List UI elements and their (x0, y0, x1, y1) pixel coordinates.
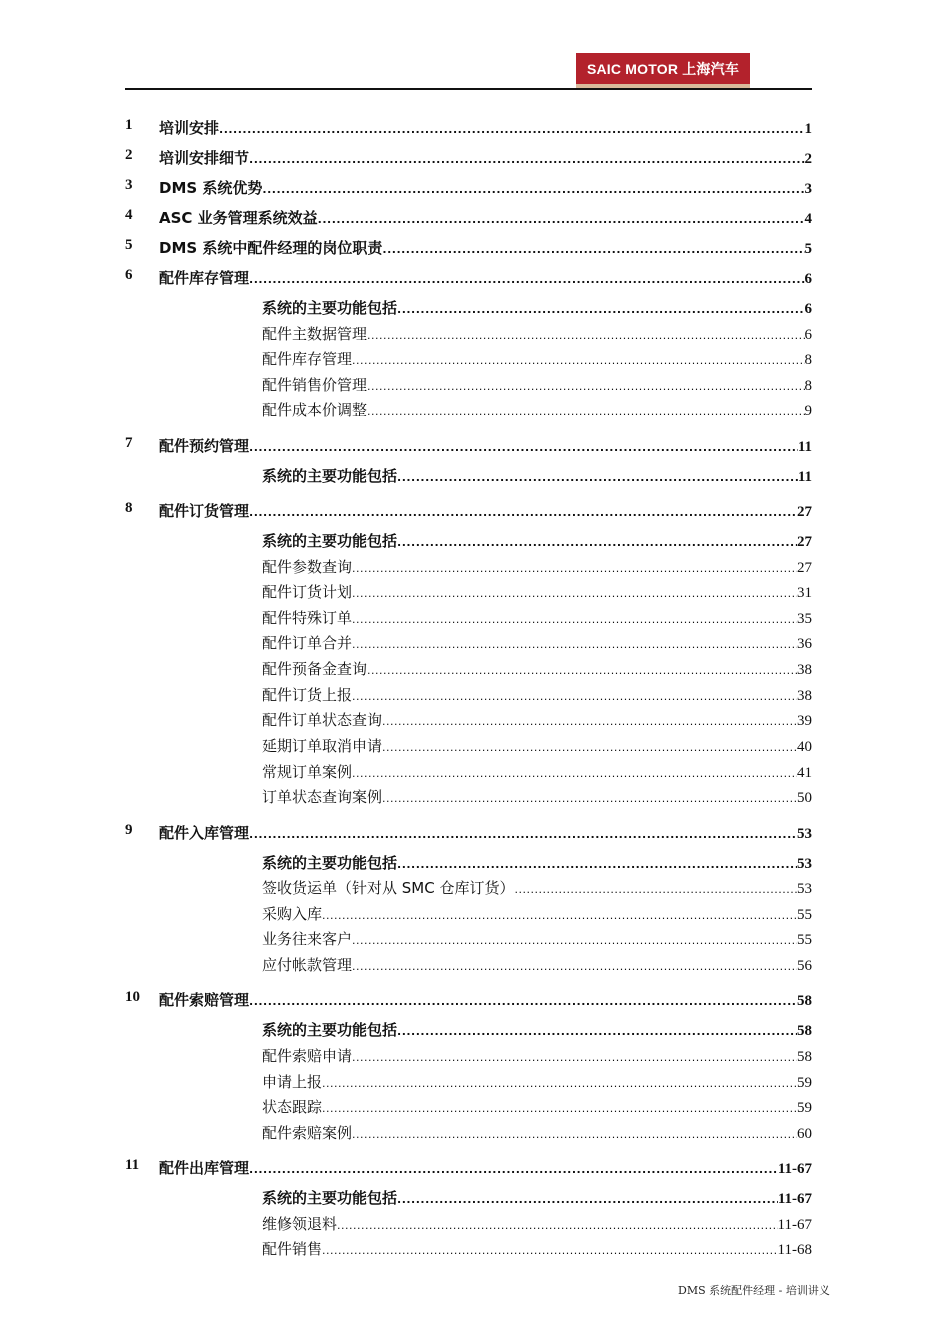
dot-leader (352, 587, 797, 600)
toc-page-number: 56 (797, 958, 812, 974)
toc-page-number: 38 (797, 688, 812, 704)
toc-title: 配件索赔申请 (262, 1047, 353, 1065)
toc-title: 配件库存管理 (159, 269, 250, 287)
dot-leader (397, 1025, 797, 1038)
dot-leader (367, 329, 804, 342)
toc-section-row[interactable] (0, 1019, 950, 1041)
toc-title: 配件销售 (262, 1240, 323, 1258)
dot-leader (382, 715, 797, 728)
toc-page-number: 60 (797, 1126, 812, 1142)
toc-title: 配件成本价调整 (262, 401, 368, 419)
dot-leader (367, 664, 797, 677)
toc-chapter-row[interactable] (0, 435, 950, 457)
toc-section-row[interactable] (0, 761, 950, 783)
toc-chapter-row[interactable] (0, 237, 950, 259)
toc-page-number: 11-67 (777, 1191, 812, 1207)
toc-title: 培训安排 (159, 119, 220, 137)
toc-entry[interactable] (262, 1045, 812, 1066)
toc-page-number: 27 (797, 534, 812, 550)
toc-section-row[interactable] (0, 852, 950, 874)
toc-entry[interactable] (262, 323, 812, 344)
toc-section-row[interactable] (0, 632, 950, 654)
toc-entry[interactable] (262, 928, 812, 949)
toc-number: 11 (125, 1157, 140, 1173)
dot-leader (322, 1077, 797, 1090)
toc-number: 6 (125, 267, 133, 283)
toc-entry[interactable] (262, 709, 812, 730)
toc-number: 10 (125, 989, 140, 1005)
toc-entry[interactable] (262, 1019, 812, 1040)
toc-title: 订单状态查询案例 (262, 788, 383, 806)
toc-section-row[interactable] (0, 1187, 950, 1209)
toc-entry[interactable] (262, 1071, 812, 1092)
dot-leader (262, 183, 804, 196)
toc-page-number: 58 (797, 993, 812, 1009)
toc-chapter-row[interactable] (0, 147, 950, 169)
toc-title: 常规订单案例 (262, 763, 353, 781)
dot-leader (397, 536, 797, 549)
toc-title: 应付帐款管理 (262, 956, 353, 974)
toc-page-number: 6 (804, 301, 812, 317)
toc-section-row[interactable] (0, 1071, 950, 1093)
toc-page-number: 1 (804, 121, 812, 137)
toc-title: 业务往来客户 (262, 930, 353, 948)
toc-section-row[interactable] (0, 658, 950, 680)
toc-entry[interactable] (262, 297, 812, 318)
toc-page-number: 11 (797, 439, 812, 455)
toc-title: 签收货运单（针对从 SMC 仓库订货） (262, 879, 515, 897)
toc-title: 采购入库 (262, 905, 323, 923)
dot-leader (397, 1193, 778, 1206)
toc-title: 配件订货管理 (159, 502, 250, 520)
toc-chapter-row[interactable] (0, 117, 950, 139)
dot-leader (352, 690, 797, 703)
toc-entry[interactable] (262, 735, 812, 756)
toc-page-number: 11 (797, 469, 812, 485)
toc-title: 配件主数据管理 (262, 325, 368, 343)
toc-page-number: 5 (804, 241, 812, 257)
dot-leader (352, 934, 797, 947)
toc-number: 9 (125, 822, 133, 838)
toc-page-number: 58 (797, 1049, 812, 1065)
toc-page-number: 11-67 (777, 1161, 812, 1177)
toc-page-number: 59 (797, 1100, 812, 1116)
dot-leader (352, 613, 797, 626)
toc-entry[interactable] (262, 684, 812, 705)
toc-page-number: 36 (797, 636, 812, 652)
toc-chapter-row[interactable] (0, 822, 950, 844)
toc-number: 2 (125, 147, 133, 163)
dot-leader (382, 243, 804, 256)
dot-leader (249, 828, 797, 841)
toc-page-number: 55 (797, 907, 812, 923)
toc-entry[interactable] (159, 267, 812, 288)
dot-leader (352, 562, 797, 575)
dot-leader (352, 1051, 797, 1064)
toc-entry[interactable] (262, 761, 812, 782)
toc-title: 配件预约管理 (159, 437, 250, 455)
dot-leader (397, 471, 798, 484)
toc-title: 配件库存管理 (262, 350, 353, 368)
dot-leader (249, 273, 804, 286)
dot-leader (249, 441, 798, 454)
toc-entry[interactable] (159, 1157, 812, 1178)
toc-entry[interactable] (159, 989, 812, 1010)
dot-leader (352, 1128, 797, 1141)
toc-page-number: 11-67 (777, 1217, 812, 1233)
logo-text: SAIC MOTOR 上海汽车 (586, 60, 740, 77)
toc-title: 配件预备金查询 (262, 660, 368, 678)
toc-section-row[interactable] (0, 1045, 950, 1067)
toc-title: 系统的主要功能包括 (262, 467, 398, 485)
toc-entry[interactable] (262, 607, 812, 628)
dot-leader (249, 153, 804, 166)
toc-section-row[interactable] (0, 297, 950, 319)
toc-entry[interactable] (262, 1122, 812, 1143)
dot-leader (514, 883, 797, 896)
toc-title: 系统的主要功能包括 (262, 854, 398, 872)
dot-leader (397, 303, 804, 316)
toc-section-row[interactable] (0, 581, 950, 603)
toc-entry[interactable] (262, 852, 812, 873)
toc-section-row[interactable] (0, 786, 950, 808)
dot-leader (322, 909, 797, 922)
toc-page-number: 53 (797, 826, 812, 842)
toc-entry[interactable] (159, 237, 812, 258)
toc-page-number: 8 (804, 352, 812, 368)
toc-page-number: 58 (797, 1023, 812, 1039)
toc-section-row[interactable] (0, 348, 950, 370)
toc-entry[interactable] (262, 348, 812, 369)
toc-section-row[interactable] (0, 1238, 950, 1260)
dot-leader (367, 380, 804, 393)
toc-section-row[interactable] (0, 877, 950, 899)
toc-title: 系统的主要功能包括 (262, 1189, 398, 1207)
toc-section-row[interactable] (0, 323, 950, 345)
toc-entry[interactable] (262, 530, 812, 551)
dot-leader (352, 638, 797, 651)
toc-page-number: 3 (804, 181, 812, 197)
toc-section-row[interactable] (0, 607, 950, 629)
page-footer: DMS 系统配件经理 - 培训讲义 (678, 1284, 830, 1297)
toc-entry[interactable] (159, 207, 812, 228)
toc-entry[interactable] (159, 147, 812, 168)
toc-title: 配件特殊订单 (262, 609, 353, 627)
toc-title: 配件出库管理 (159, 1159, 250, 1177)
toc-title: 申请上报 (262, 1073, 323, 1091)
toc-number: 7 (125, 435, 133, 451)
toc-title: DMS 系统中配件经理的岗位职责 (159, 239, 383, 257)
toc-section-row[interactable] (0, 709, 950, 731)
dot-leader (318, 213, 805, 226)
toc-section-row[interactable] (0, 1122, 950, 1144)
toc-section-row[interactable] (0, 556, 950, 578)
toc-section-row[interactable] (0, 399, 950, 421)
dot-leader (367, 405, 804, 418)
toc-entry[interactable] (262, 581, 812, 602)
toc-entry[interactable] (262, 632, 812, 653)
toc-title: 配件订单状态查询 (262, 711, 383, 729)
dot-leader (397, 858, 797, 871)
toc-title: 维修领退料 (262, 1215, 338, 1233)
toc-entry[interactable] (159, 500, 812, 521)
toc-entry[interactable] (262, 877, 812, 898)
toc-title: 状态跟踪 (262, 1098, 323, 1116)
toc-title: 配件索赔案例 (262, 1124, 353, 1142)
dot-leader (249, 1163, 778, 1176)
toc-page-number: 39 (797, 713, 812, 729)
toc-chapter-row[interactable] (0, 207, 950, 229)
toc-number: 1 (125, 117, 133, 133)
toc-chapter-row[interactable] (0, 989, 950, 1011)
dot-leader (249, 506, 797, 519)
toc-title: 培训安排细节 (159, 149, 250, 167)
toc-section-row[interactable] (0, 954, 950, 976)
toc-title: 配件销售价管理 (262, 376, 368, 394)
toc-title: 配件订单合并 (262, 634, 353, 652)
toc-entry[interactable] (262, 786, 812, 807)
toc-page-number: 38 (797, 662, 812, 678)
toc-number: 3 (125, 177, 133, 193)
toc-page-number: 6 (804, 271, 812, 287)
toc-entry[interactable] (262, 465, 812, 486)
toc-page-number: 31 (797, 585, 812, 601)
toc-page-number: 55 (797, 932, 812, 948)
dot-leader (382, 741, 797, 754)
toc-entry[interactable] (262, 399, 812, 420)
toc-section-row[interactable] (0, 465, 950, 487)
toc-entry[interactable] (262, 1213, 812, 1234)
dot-leader (249, 995, 797, 1008)
toc-page-number: 40 (797, 739, 812, 755)
toc-page-number: 53 (797, 856, 812, 872)
toc-page-number: 4 (804, 211, 812, 227)
toc-page-number: 50 (797, 790, 812, 806)
toc-entry[interactable] (262, 556, 812, 577)
toc-number: 5 (125, 237, 133, 253)
toc-chapter-row[interactable] (0, 177, 950, 199)
dot-leader (219, 123, 804, 136)
toc-chapter-row[interactable] (0, 1157, 950, 1179)
toc-title: 配件参数查询 (262, 558, 353, 576)
toc-page-number: 11-68 (777, 1242, 812, 1258)
toc-section-row[interactable] (0, 735, 950, 757)
dot-leader (322, 1102, 797, 1115)
toc-title: 系统的主要功能包括 (262, 299, 398, 317)
toc-title: ASC 业务管理系统效益 (159, 209, 318, 227)
toc-entry[interactable] (262, 1187, 812, 1208)
toc-page-number: 9 (804, 403, 812, 419)
toc-entry[interactable] (262, 374, 812, 395)
toc-page-number: 41 (797, 765, 812, 781)
toc-section-row[interactable] (0, 1096, 950, 1118)
toc-title: 系统的主要功能包括 (262, 1021, 398, 1039)
toc-entry[interactable] (262, 903, 812, 924)
dot-leader (322, 1244, 778, 1257)
toc-chapter-row[interactable] (0, 500, 950, 522)
toc-page-number: 6 (804, 327, 812, 343)
dot-leader (382, 792, 797, 805)
toc-title: DMS 系统优势 (159, 179, 263, 197)
toc-entry[interactable] (262, 954, 812, 975)
toc-entry[interactable] (159, 822, 812, 843)
toc-chapter-row[interactable] (0, 267, 950, 289)
toc-section-row[interactable] (0, 530, 950, 552)
toc-number: 4 (125, 207, 133, 223)
toc-number: 8 (125, 500, 133, 516)
toc-entry[interactable] (159, 117, 812, 138)
toc-section-row[interactable] (0, 684, 950, 706)
toc-section-row[interactable] (0, 928, 950, 950)
toc-entry[interactable] (159, 177, 812, 198)
toc-page-number: 2 (804, 151, 812, 167)
toc-entry[interactable] (262, 1096, 812, 1117)
toc-entry[interactable] (159, 435, 812, 456)
toc-page-number: 8 (804, 378, 812, 394)
dot-leader (352, 960, 797, 973)
toc-entry[interactable] (262, 658, 812, 679)
dot-leader (352, 767, 797, 780)
toc-page-number: 27 (797, 560, 812, 576)
toc-page-number: 59 (797, 1075, 812, 1091)
toc-title: 配件索赔管理 (159, 991, 250, 1009)
toc-title: 延期订单取消申请 (262, 737, 383, 755)
toc-section-row[interactable] (0, 374, 950, 396)
dot-leader (337, 1219, 778, 1232)
toc-section-row[interactable] (0, 1213, 950, 1235)
toc-page-number: 27 (797, 504, 812, 520)
toc-entry[interactable] (262, 1238, 812, 1259)
toc-page-number: 53 (797, 881, 812, 897)
dot-leader (352, 354, 804, 367)
toc-title: 系统的主要功能包括 (262, 532, 398, 550)
toc-title: 配件订货上报 (262, 686, 353, 704)
toc-section-row[interactable] (0, 903, 950, 925)
toc-title: 配件入库管理 (159, 824, 250, 842)
toc-title: 配件订货计划 (262, 583, 353, 601)
toc-page-number: 35 (797, 611, 812, 627)
